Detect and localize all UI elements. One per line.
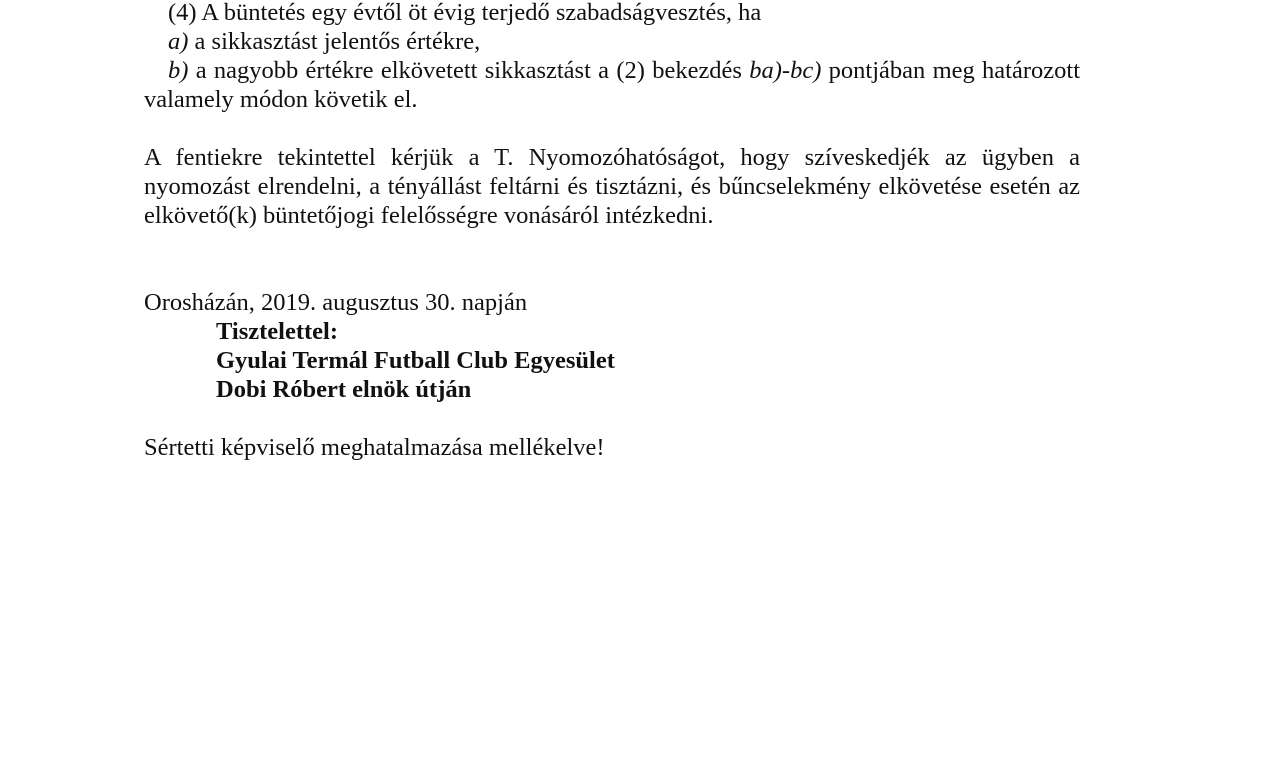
item-b-text-2: pontjában meg határozott valamely módon követik el. xyxy=(144,57,1080,113)
point-4-intro-text: (4) A büntetés egy évtől öt évig terjedő szabadságvesztés, ha xyxy=(168,0,762,26)
spacer xyxy=(144,404,1080,433)
signature-block xyxy=(144,317,1080,404)
item-b-label: b) xyxy=(168,57,189,84)
spacer xyxy=(144,230,1080,288)
item-b-reference: ba)-bc) xyxy=(749,57,822,84)
request-paragraph: A fentiekre tekintettel kérjük a T. Nyomozóhatóságot, hogy szíveskedjék az ügyben a nyomozást elrendelni, a tényállást feltárni és tisztázni, és bűncselekmény elkövetése esetén az elkövető(k) büntetőjogi felelősségre vonásáról intézkedni. xyxy=(144,144,1080,229)
point-4-item-a xyxy=(144,27,1080,56)
place-date: Orosházán, 2019. augusztus 30. napján xyxy=(144,289,528,316)
item-a-label: a) xyxy=(168,28,189,55)
signature-organization: Gyulai Termál Futball Club Egyesület xyxy=(216,347,615,374)
document-page xyxy=(144,0,1080,462)
point-4-item-b xyxy=(144,56,1080,114)
signature-representative: Dobi Róbert elnök útján xyxy=(216,376,472,403)
point-4-intro xyxy=(144,0,1080,27)
item-b-text-1: a nagyobb értékre elkövetett sikkasztást a (2) bekezdés xyxy=(188,57,750,84)
item-a-text: a sikkasztást jelentős értékre, xyxy=(188,28,481,55)
spacer xyxy=(144,114,1080,143)
signature-greeting: Tisztelettel: xyxy=(216,318,338,345)
attachment-note: Sértetti képviselő meghatalmazása mellékelve! xyxy=(144,434,605,461)
